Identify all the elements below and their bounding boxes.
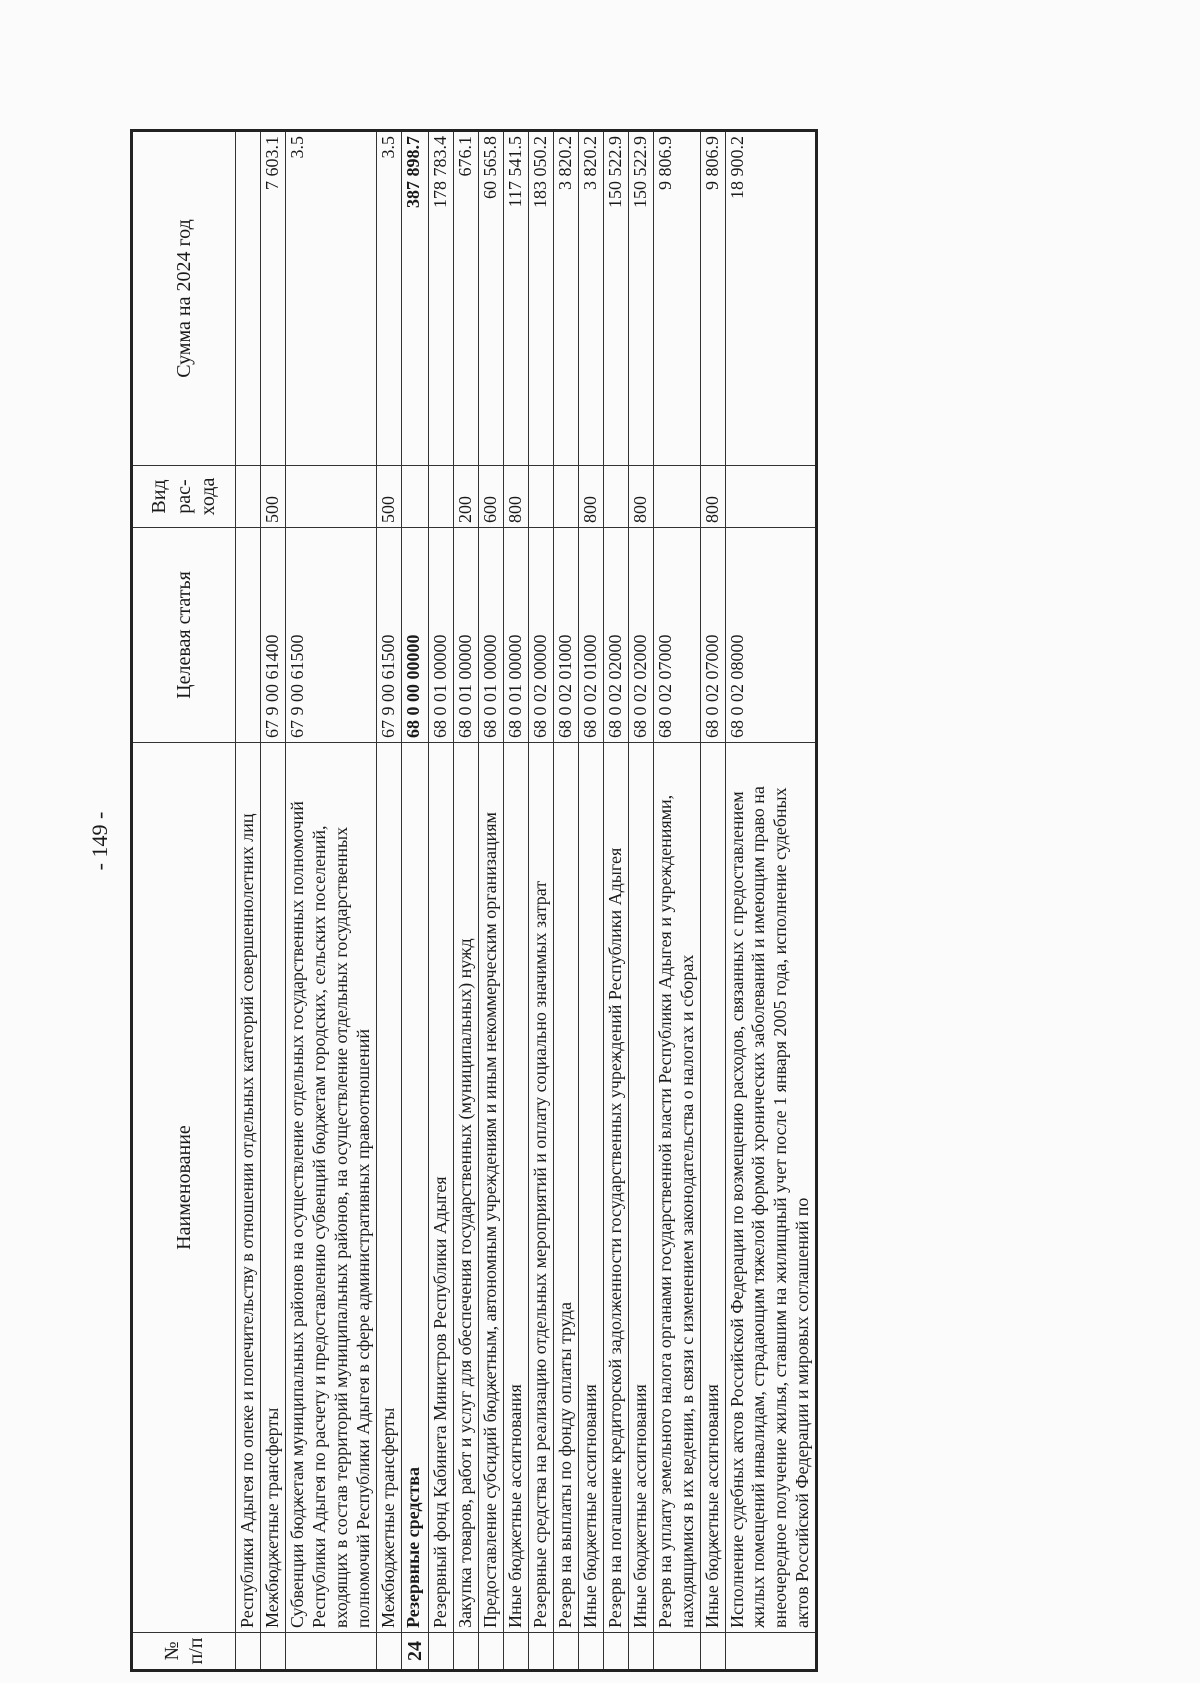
header-name: Наименование (132, 743, 236, 1633)
cell-type: 500 (260, 466, 285, 528)
cell-name: Резервные средства (401, 743, 428, 1633)
cell-code: 68 0 02 02000 (628, 528, 653, 743)
cell-sum: 150 522.9 (628, 131, 653, 466)
cell-name: Резервный фонд Кабинета Министров Республики Адыгея (429, 743, 454, 1633)
table-row (700, 131, 725, 1671)
cell-sum: 676.1 (454, 131, 479, 466)
cell-type (725, 466, 817, 528)
cell-num (503, 1633, 528, 1671)
cell-name: Резервные средства на реализацию отдельных мероприятий и оплату социально значимых затрат (528, 743, 553, 1633)
cell-code: 68 0 02 08000 (725, 528, 817, 743)
cell-type: 600 (478, 466, 503, 528)
cell-sum: 3.5 (376, 131, 401, 466)
cell-sum: 117 541.5 (503, 131, 528, 466)
cell-name: Республики Адыгея по опеке и попечительству в отношении отдельных категорий совершеннолетних лиц (236, 743, 261, 1633)
table-row (653, 131, 700, 1671)
cell-sum: 18 900.2 (725, 131, 817, 466)
cell-type (603, 466, 628, 528)
table-row (578, 131, 603, 1671)
cell-type (528, 466, 553, 528)
cell-code: 68 0 02 01000 (553, 528, 578, 743)
cell-sum: 3.5 (285, 131, 376, 466)
cell-name: Межбюджетные трансферты (376, 743, 401, 1633)
header-sum: Сумма на 2024 год (132, 131, 236, 466)
cell-num (236, 1633, 261, 1671)
cell-type (653, 466, 700, 528)
header-type: Вид рас- хода (132, 466, 236, 528)
cell-name: Иные бюджетные ассигнования (503, 743, 528, 1633)
cell-type (236, 466, 261, 528)
cell-num (653, 1633, 700, 1671)
cell-sum: 178 783.4 (429, 131, 454, 466)
cell-type (285, 466, 376, 528)
cell-num (725, 1633, 817, 1671)
cell-code: 68 0 01 00000 (478, 528, 503, 743)
budget-table (130, 129, 818, 1672)
cell-sum: 387 898.7 (401, 131, 428, 466)
cell-num (429, 1633, 454, 1671)
cell-name: Закупка товаров, работ и услуг для обеспечения государственных (муниципальных) нужд (454, 743, 479, 1633)
table-header-row (132, 131, 236, 1671)
cell-code (236, 528, 261, 743)
cell-num (578, 1633, 603, 1671)
table-row (603, 131, 628, 1671)
cell-type: 500 (376, 466, 401, 528)
cell-num (553, 1633, 578, 1671)
cell-code: 67 9 00 61400 (260, 528, 285, 743)
table-row (725, 131, 817, 1671)
rotated-table-wrapper (130, 132, 980, 1672)
table-row (503, 131, 528, 1671)
table-row (628, 131, 653, 1671)
table-body (236, 131, 817, 1671)
cell-code: 68 0 00 00000 (401, 528, 428, 743)
cell-sum (236, 131, 261, 466)
cell-sum: 9 806.9 (653, 131, 700, 466)
cell-num (478, 1633, 503, 1671)
cell-code: 68 0 01 00000 (503, 528, 528, 743)
header-num: № п/п (132, 1633, 236, 1671)
page-number: - 149 - (87, 811, 112, 871)
cell-num (285, 1633, 376, 1671)
cell-type (429, 466, 454, 528)
cell-name: Иные бюджетные ассигнования (628, 743, 653, 1633)
cell-type: 800 (628, 466, 653, 528)
cell-sum: 3 820.2 (578, 131, 603, 466)
table-row (285, 131, 376, 1671)
cell-name: Резерв на погашение кредиторской задолженности государственных учреждений Республики Адыгея (603, 743, 628, 1633)
cell-sum: 9 806.9 (700, 131, 725, 466)
table-row (528, 131, 553, 1671)
cell-code: 68 0 01 00000 (454, 528, 479, 743)
cell-name: Иные бюджетные ассигнования (578, 743, 603, 1633)
cell-type: 800 (503, 466, 528, 528)
cell-code: 68 0 02 02000 (603, 528, 628, 743)
table-row (401, 131, 428, 1671)
cell-sum: 3 820.2 (553, 131, 578, 466)
table-row (454, 131, 479, 1671)
cell-name: Межбюджетные трансферты (260, 743, 285, 1633)
table-row (429, 131, 454, 1671)
cell-name: Субвенции бюджетам муниципальных районов на осуществление отдельных государственных полномочий Республики Адыгея по расчету и предоставлению субвенций бюджетам городских, сельских поселений, входящих в состав территорий муниципальных районов, на осуществление отдельных государственных полномочий Республики Адыгея в сфере административных правоотношений (285, 743, 376, 1633)
cell-num (528, 1633, 553, 1671)
cell-code: 68 0 02 07000 (700, 528, 725, 743)
table-row (478, 131, 503, 1671)
cell-sum: 150 522.9 (603, 131, 628, 466)
cell-sum: 7 603.1 (260, 131, 285, 466)
cell-type: 800 (578, 466, 603, 528)
cell-name: Резерв на уплату земельного налога органами государственной власти Республики Адыгея и учреждениями, находящимися в их ведении, в связи с изменением законодательства о налогах и сборах (653, 743, 700, 1633)
cell-name: Иные бюджетные ассигнования (700, 743, 725, 1633)
cell-type (553, 466, 578, 528)
cell-num (260, 1633, 285, 1671)
cell-name: Исполнение судебных актов Российской Федерации по возмещению расходов, связанных с предоставлением жилых помещений инвалидам, страдающим тяжелой формой хронических заболеваний и имеющим право на внеочередное получение жилья, ставшим на жилищный учет после 1 января 2005 года, исполнение судебных актов Российской Федерации и мировых соглашений по (725, 743, 817, 1633)
cell-type: 800 (700, 466, 725, 528)
cell-name: Предоставление субсидий бюджетным, автономным учреждениям и иным некоммерческим организациям (478, 743, 503, 1633)
cell-num (628, 1633, 653, 1671)
cell-type: 200 (454, 466, 479, 528)
cell-num: 24 (401, 1633, 428, 1671)
cell-num (454, 1633, 479, 1671)
table-row (553, 131, 578, 1671)
cell-name: Резерв на выплаты по фонду оплаты труда (553, 743, 578, 1633)
cell-num (603, 1633, 628, 1671)
table-row (376, 131, 401, 1671)
cell-sum: 60 565.8 (478, 131, 503, 466)
cell-code: 68 0 02 00000 (528, 528, 553, 743)
cell-code: 68 0 01 00000 (429, 528, 454, 743)
cell-sum: 183 050.2 (528, 131, 553, 466)
cell-code: 68 0 02 01000 (578, 528, 603, 743)
cell-num (376, 1633, 401, 1671)
header-code: Целевая статья (132, 528, 236, 743)
cell-num (700, 1633, 725, 1671)
cell-code: 67 9 00 61500 (285, 528, 376, 743)
table-row (236, 131, 261, 1671)
cell-code: 67 9 00 61500 (376, 528, 401, 743)
table-row (260, 131, 285, 1671)
cell-type (401, 466, 428, 528)
cell-code: 68 0 02 07000 (653, 528, 700, 743)
